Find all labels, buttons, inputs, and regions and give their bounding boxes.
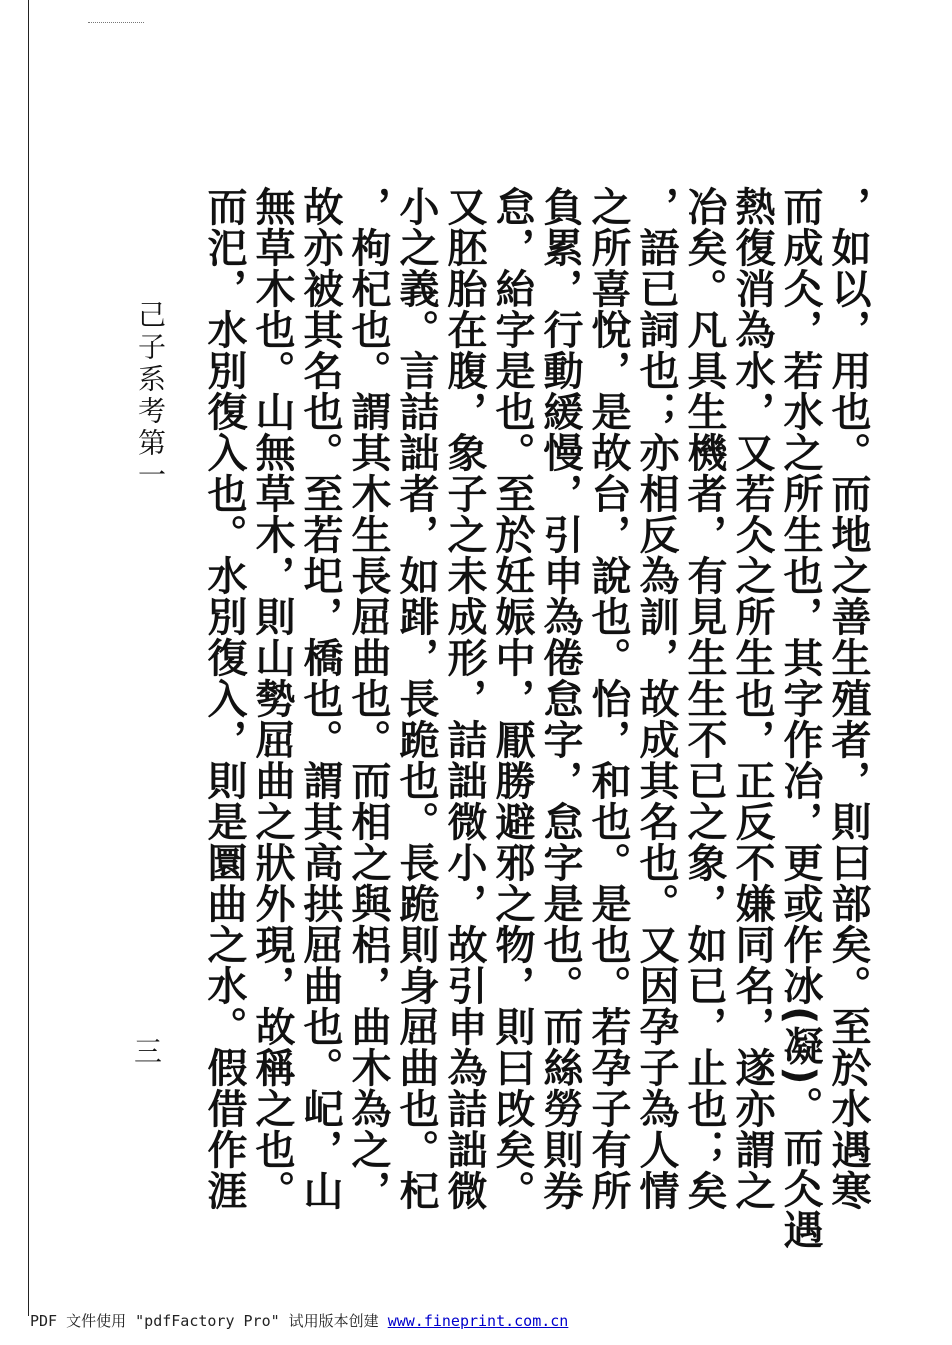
text-column: ，如以，用也。而地之善生殖者，則曰部矣。至於水遇寒 [825, 186, 871, 1211]
body-text [200, 186, 872, 1250]
page-number: 三 [134, 1035, 163, 1068]
text-column: 冶矣。凡具生機者，有見生生不已之象，如已，止也；矣 [681, 186, 727, 1211]
text-column: 熱復消為水，又若仌之所生也，正反不嫌同名，遂亦謂之 [729, 186, 775, 1211]
text-column: 而成仌，若水之所生也，其字作冶，更或作冰(凝)。而仌遇 [777, 186, 823, 1250]
text-column: 故亦被其名也。至若圯，橋也。謂其高拱屈曲也。屺，山 [297, 186, 343, 1211]
scan-mark [88, 22, 144, 25]
margin-rule [28, 0, 29, 1316]
text-column: 小之義。言詰詘者，如䠊，長跪也。長跪則身屈曲也。杞 [393, 186, 439, 1211]
text-column: ，語已詞也；亦相反為訓，故成其名也。又因孕子為人情 [633, 186, 679, 1211]
text-column: 怠，紿字是也。至於妊娠中，厭勝避邪之物，則曰攺矣。 [489, 186, 535, 1211]
text-column: 負累，行動緩慢，引申為倦怠字，怠字是也。而絲勞則券 [537, 186, 583, 1211]
pdf-footer-text: PDF 文件使用 "pdfFactory Pro" 试用版本创建 [30, 1312, 388, 1330]
pdf-footer [30, 1310, 568, 1331]
text-column: 無草木也。山無草木，則山勢屈曲之狀外現，故稱之也。 [249, 186, 295, 1211]
chapter-title: 己子系考第一 [134, 300, 167, 492]
text-column: 又胚胎在腹，象子之未成形，詰詘微小，故引申為詰詘微 [441, 186, 487, 1211]
text-column: ，枸杞也。謂其木生長屈曲也。而相之與梠，曲木為之， [345, 186, 391, 1211]
text-column: 之所喜悅，是故台，說也。怡，和也。是也。若孕子有所 [585, 186, 631, 1211]
pdf-footer-link[interactable]: www.fineprint.com.cn [387, 1312, 569, 1330]
text-column: 而汜，水別復入也。水別復入，則是圜曲之水。假借作涯 [201, 186, 247, 1211]
